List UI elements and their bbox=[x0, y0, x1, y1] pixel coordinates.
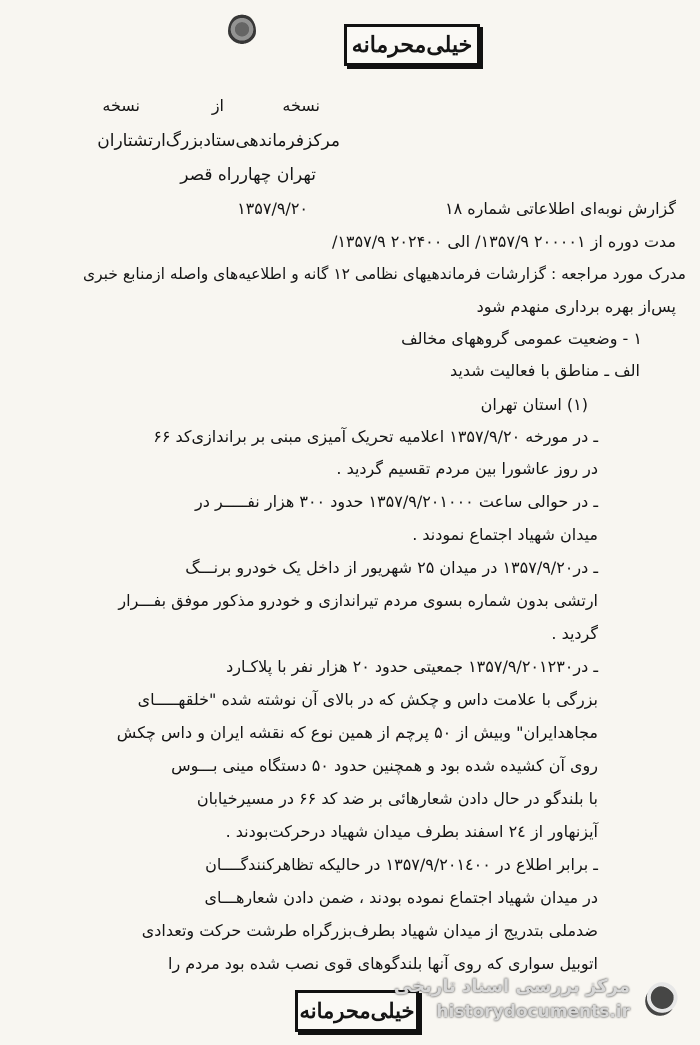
report-date: ۱۳۵۷/۹/۲۰ bbox=[237, 199, 308, 218]
body-line-13: آیزنهاور از ۲٤ اسفند بطرف میدان شهیاد درحرکت‌بودند . bbox=[225, 822, 598, 841]
subsection-a-heading: الف ـ مناطق با فعالیت شدید bbox=[450, 361, 640, 380]
body-line-5: ـ در۱۳۵۷/۹/۲۰ در میدان ۲۵ شهریور از داخل یک خودرو برنـــگ bbox=[185, 558, 598, 577]
report-title: گزارش نوبه‌ای اطلاعاتی شماره ۱۸ bbox=[445, 199, 676, 218]
section-1-heading: ۱ - وضعیت عمومی گروههای مخالف bbox=[401, 329, 642, 348]
body-line-15: در میدان شهیاد اجتماع نموده بودند ، ضمن دادن شعارهـــای bbox=[204, 888, 598, 907]
body-line-3: ـ در حوالی ساعت ۱۳۵۷/۹/۲۰۱۰۰۰ حدود ۳۰۰ هزار نفـــــر در bbox=[195, 492, 598, 511]
body-line-14: ـ برابر اطلاع در ۱۳۵۷/۹/۲۰۱٤۰۰ در حالیکه تظاهرکنندگــــان bbox=[205, 855, 598, 874]
reference-line-1: مدرک مورد مراجعه : گزارشات فرماندهیهای نظامی ۱۲ گانه و اطلاعیه‌های واصله ازمنابع خبری bbox=[82, 265, 686, 283]
body-line-8: ـ در۱۳۵۷/۹/۲۰۱۲۳۰ جمعیتی حدود ۲۰ هزار نفر با پلاکـارد bbox=[226, 657, 598, 676]
watermark-title: مرکز بررسی اسناد تاریخی bbox=[393, 976, 630, 997]
body-line-7: گردید . bbox=[551, 624, 598, 643]
org-name: مرکزفرماندهی‌ستادبزرگ‌ارتشتاران bbox=[97, 131, 340, 151]
body-line-11: روی آن کشیده شده بود و همچنین حدود ۵۰ دستگاه مینی بـــوس bbox=[171, 756, 598, 775]
watermark-url: historydocuments.ir bbox=[436, 1002, 630, 1022]
body-line-4: میدان شهیاد اجتماع نمودند . bbox=[412, 525, 598, 544]
province-heading: (۱) استان تهران bbox=[480, 395, 588, 414]
body-line-12: با بلندگو در حال دادن شعارهائی بر ضد کد ۶۶ در مسیرخیابان bbox=[196, 789, 598, 808]
body-line-10: مجاهدایران" وبیش از ۵۰ پرچم از همین نوع که نقشه ایران و داس چکش bbox=[116, 723, 598, 742]
reference-line-2: پس‌از بهره برداری منهدم شود bbox=[476, 297, 676, 316]
body-line-2: در روز عاشورا بین مردم تقسیم گردید . bbox=[336, 459, 598, 478]
classification-stamp-top: خیلی‌محرمانه bbox=[344, 24, 480, 66]
copy-label: نسخه bbox=[282, 96, 320, 115]
body-line-1: ـ در مورخه ۱۳۵۷/۹/۲۰ اعلامیه تحریک آمیزی مبنی بر براندازی‌کد ۶۶ bbox=[153, 427, 598, 446]
watermark bbox=[322, 976, 682, 1032]
watermark-logo-icon bbox=[638, 979, 682, 1023]
copy-number-row bbox=[90, 96, 320, 120]
body-line-16: ضدملی بتدریج از میدان شهیاد بطرف‌بزرگراه طرشت حرکت وتعدادی bbox=[141, 921, 598, 940]
org-address: تهران چهارراه قصر bbox=[180, 165, 316, 185]
body-line-9: بزرگی با علامت داس و چکش که در بالای آن نوشته شده "خلقهـــــای bbox=[137, 690, 598, 709]
of-label: از bbox=[211, 96, 224, 115]
seal-stamp-icon bbox=[228, 14, 256, 48]
body-line-6: ارتشی بدون شماره بسوی مردم تیراندازی و خودرو مذکور موفق بفـــرار bbox=[118, 591, 598, 610]
classification-stamp-bottom: خیلی‌محرمانه bbox=[295, 990, 419, 1032]
copy-label-2: نسخه bbox=[102, 96, 140, 115]
body-line-17: اتوبیل سواری که روی آنها بلندگوهای قوی نصب شده بود مردم را bbox=[168, 954, 598, 973]
report-period: مدت دوره از ۲۰۰۰۰۱ ۱۳۵۷/۹/ الی ۲۰۲۴۰۰ ۱۳۵۷/۹/ bbox=[331, 232, 676, 251]
